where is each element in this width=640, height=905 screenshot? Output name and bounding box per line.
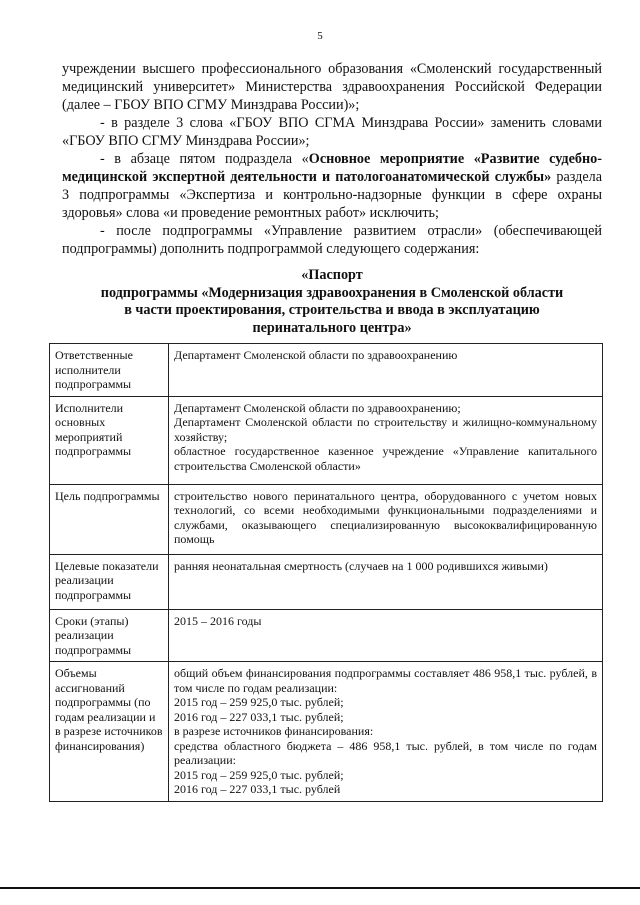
value-line: средства областного бюджета – 486 958,1 тыс. рублей, в том числе по годам реализации: (174, 738, 597, 767)
value-line: 2016 год – 227 033,1 тыс. рублей (174, 782, 341, 796)
row-label: Ответственные исполнители подпрограммы (50, 344, 169, 397)
value-line: 2015 год – 259 925,0 тыс. рублей; (174, 767, 344, 782)
row-label: Исполнители основных мероприятий подпрограммы (50, 396, 169, 484)
paragraph-text: учреждении высшего профессионального образования «Смоленский государственный медицинский университет» Министерства здравоохранения Российской Федерации (далее – ГБОУ ВПО СГМУ Минздрава России)»; (62, 61, 602, 113)
value-line: строительство нового перинатального центра, оборудованного с учетом новых технологий, со всеми необходимыми функциональными подразделениями и службами, оказывающего специализированную высококвалифицированную помощь (174, 488, 597, 546)
row-label: Объемы ассигнований подпрограммы (по годам реализации и в разрезе источников финансирования) (50, 662, 169, 802)
value-line: ранняя неонатальная смертность (случаев на 1 000 родившихся живыми) (174, 558, 548, 573)
title-line: в части проектирования, строительства и ввода в эксплуатацию (124, 302, 540, 318)
body-text (62, 60, 602, 258)
passport-table (49, 343, 603, 802)
table-row (50, 554, 603, 609)
row-label: Целевые показатели реализации подпрограммы (50, 554, 169, 609)
value-line: 2015 год – 259 925,0 тыс. рублей; (174, 695, 344, 709)
row-value (169, 396, 603, 484)
value-line: 2015 – 2016 годы (174, 613, 262, 628)
table-row (50, 609, 603, 662)
table-row (50, 396, 603, 484)
value-line: в разрезе источников финансирования: (174, 724, 374, 738)
row-label: Сроки (этапы) реализации подпрограммы (50, 609, 169, 662)
paragraph-text: - в разделе 3 слова «ГБОУ ВПО СГМА Минздрава России» заменить словами «ГБОУ ВПО СГМУ Минздрава России»; (62, 115, 602, 149)
paragraph (62, 222, 602, 258)
bold-text: Основное мероприятие «Развитие судебно-медицинской экспертной деятельности и патологоанатомической службы» (62, 151, 602, 185)
footer-rule (0, 887, 640, 889)
row-value (169, 609, 603, 662)
row-label: Цель подпрограммы (50, 484, 169, 554)
page-number: 5 (317, 30, 323, 42)
title-line: «Паспорт (301, 267, 363, 283)
paragraph (62, 150, 602, 222)
value-line: областное государственное казенное учреждение «Управление капитального строительства Смоленской области» (174, 444, 597, 473)
table-row (50, 344, 603, 397)
value-line: Департамент Смоленской области по здравоохранению (174, 348, 458, 362)
value-line: общий объем финансирования подпрограммы составляет 486 958,1 тыс. рублей, в том числе по годам реализации: (174, 666, 597, 695)
value-line: Департамент Смоленской области по строительству и жилищно-коммунальному хозяйству; (174, 415, 597, 444)
value-line: Департамент Смоленской области по здравоохранению; (174, 400, 461, 415)
value-line: 2016 год – 227 033,1 тыс. рублей; (174, 709, 344, 724)
table-row (50, 484, 603, 554)
paragraph-text: - после подпрограммы «Управление развитием отрасли» (обеспечивающей подпрограммы) дополнить подпрограммой следующего содержания: (62, 223, 602, 257)
row-value (169, 344, 603, 397)
table-row (50, 662, 603, 802)
title-line: подпрограммы «Модернизация здравоохранения в Смоленской области (100, 284, 564, 301)
row-value (169, 484, 603, 554)
row-value (169, 662, 603, 802)
row-value (169, 554, 603, 609)
passport-title (62, 267, 602, 337)
paragraph (62, 114, 602, 150)
paragraph (62, 60, 602, 114)
paragraph-text: - в абзаце пятом подраздела « (100, 151, 309, 167)
title-line: перинатального центра» (252, 319, 412, 336)
paragraph-text: раздела 3 подпрограммы «Экспертиза и контрольно-надзорные функции в сфере охраны здоровья» слова «и проведение ремонтных работ» исключить; (62, 169, 602, 221)
